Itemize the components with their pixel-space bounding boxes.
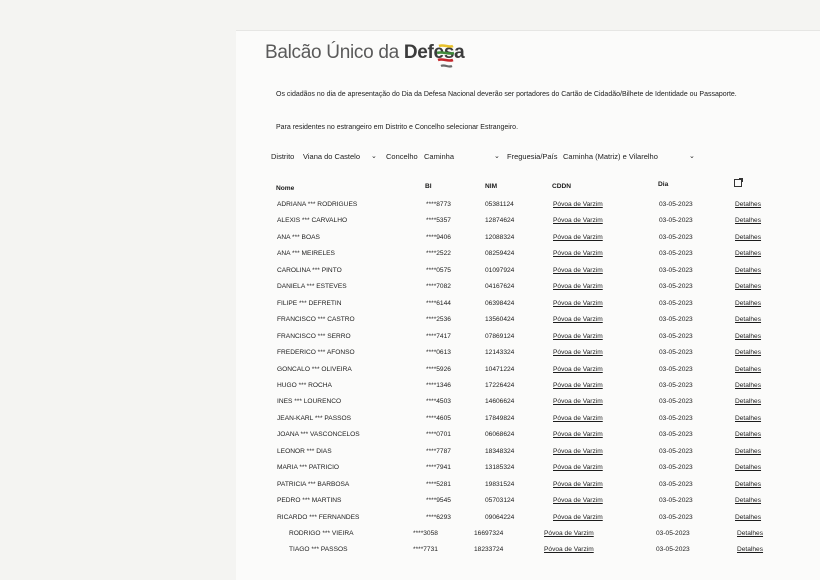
cell-cddn[interactable]: Póvoa de Varzim <box>553 332 603 340</box>
cell-nim: 05703124 <box>485 497 515 505</box>
cell-nim: 08259424 <box>485 250 515 258</box>
cell-bi: ****3058 <box>413 530 438 537</box>
cell-nome: INES *** LOURENCO <box>277 398 342 406</box>
cell-bi: ****6293 <box>426 513 451 521</box>
details-link[interactable]: Detalhes <box>735 250 762 258</box>
notice-documents: Os cidadãos no dia de apresentação do Dia da Defesa Nacional deverão ser portadores do Cartão de Cidadão/Bilhete de Identidade ou Passaporte. <box>276 91 737 98</box>
cell-dia: 03-05-2023 <box>659 299 693 307</box>
cell-dia: 03-05-2023 <box>659 283 693 291</box>
table-row <box>270 398 780 412</box>
details-link[interactable]: Detalhes <box>735 398 762 406</box>
table-row <box>270 514 780 528</box>
cell-nim: 18348324 <box>485 447 515 455</box>
filter-bar <box>271 151 701 165</box>
freguesia-value: Caminha (Matriz) e Vilarelho <box>563 152 658 161</box>
details-link[interactable]: Detalhes <box>735 381 762 389</box>
cell-nim: 12143324 <box>485 349 515 357</box>
cell-bi: ****2536 <box>426 316 451 324</box>
cell-bi: ****4503 <box>426 398 451 406</box>
table-row <box>270 333 780 347</box>
details-link[interactable]: Detalhes <box>735 365 762 373</box>
col-header-bi[interactable]: BI <box>425 183 432 190</box>
cell-nome: TIAGO *** PASSOS <box>289 546 348 554</box>
cell-dia: 03-05-2023 <box>659 398 693 406</box>
col-header-nim[interactable]: NIM <box>485 183 498 190</box>
table-row <box>270 530 780 544</box>
cell-nome: FILIPE *** DEFRETIN <box>277 299 342 307</box>
cell-cddn[interactable]: Póvoa de Varzim <box>553 349 603 357</box>
cell-nome: FRANCISCO *** CASTRO <box>277 316 355 324</box>
concelho-select[interactable] <box>424 152 502 161</box>
cell-nome: FRANCISCO *** SERRO <box>277 332 351 340</box>
cell-bi: ****8773 <box>426 201 451 208</box>
cell-nome: CAROLINA *** PINTO <box>277 266 342 274</box>
table-row <box>270 250 780 264</box>
cell-bi: ****0701 <box>426 431 451 439</box>
cell-nome: JEAN-KARL *** PASSOS <box>277 414 352 422</box>
cell-cddn[interactable]: Póvoa de Varzim <box>553 365 603 373</box>
cell-cddn[interactable]: Póvoa de Varzim <box>553 381 603 389</box>
cell-bi: ****5926 <box>426 365 451 373</box>
table-row <box>270 366 780 380</box>
table-row <box>270 382 780 396</box>
cell-bi: ****7941 <box>426 464 451 472</box>
cell-nome: ALEXIS *** CARVALHO <box>277 217 348 225</box>
brand-bold: Defesa <box>403 42 465 63</box>
cell-bi: ****5357 <box>426 217 451 225</box>
freguesia-select[interactable] <box>563 152 698 161</box>
cell-cddn[interactable]: Póvoa de Varzim <box>553 447 603 455</box>
cell-cddn[interactable]: Póvoa de Varzim <box>553 316 603 324</box>
cell-nim: 09064224 <box>485 513 515 521</box>
details-link[interactable]: Detalhes <box>735 431 762 439</box>
cell-nim: 12088324 <box>485 233 515 241</box>
cell-nim: 06398424 <box>485 299 515 307</box>
cell-nome: ADRIANA *** RODRIGUES <box>277 201 358 208</box>
details-link[interactable]: Detalhes <box>735 283 762 291</box>
table-row <box>270 234 780 248</box>
cell-dia: 03-05-2023 <box>659 201 693 208</box>
cell-bi: ****9406 <box>426 233 451 241</box>
cell-cddn[interactable]: Póvoa de Varzim <box>553 513 603 521</box>
details-link[interactable]: Detalhes <box>735 266 762 274</box>
cell-dia: 03-05-2023 <box>659 316 693 324</box>
table-row <box>270 283 780 297</box>
cell-cddn[interactable]: Póvoa de Varzim <box>553 431 603 439</box>
cell-bi: ****7082 <box>426 283 451 291</box>
cell-nim: 07869124 <box>485 332 515 340</box>
cell-cddn[interactable]: Póvoa de Varzim <box>553 201 603 208</box>
cell-cddn[interactable]: Póvoa de Varzim <box>553 250 603 258</box>
table-row <box>270 415 780 429</box>
cell-nim: 17849824 <box>485 414 515 422</box>
cell-cddn[interactable]: Póvoa de Varzim <box>553 217 603 225</box>
details-link[interactable]: Detalhes <box>735 464 762 472</box>
cell-bi: ****4605 <box>426 414 451 422</box>
cell-bi: ****7731 <box>413 546 438 554</box>
distrito-value: Viana do Castelo <box>303 152 360 161</box>
cell-cddn[interactable]: Póvoa de Varzim <box>553 283 603 291</box>
cell-nim: 18233724 <box>474 546 504 554</box>
cell-nim: 06068624 <box>485 431 515 439</box>
cell-cddn[interactable]: Póvoa de Varzim <box>553 398 603 406</box>
external-link-icon[interactable] <box>734 179 742 187</box>
details-link[interactable]: Detalhes <box>735 513 762 521</box>
cell-bi: ****7787 <box>426 447 451 455</box>
details-link[interactable]: Detalhes <box>735 447 762 455</box>
cell-dia: 03-05-2023 <box>659 266 693 274</box>
cell-dia: 03-05-2023 <box>659 349 693 357</box>
col-header-cddn[interactable]: CDDN <box>552 183 572 190</box>
cell-dia: 03-05-2023 <box>656 546 690 554</box>
cell-nim: 05381124 <box>485 201 514 208</box>
cell-nome: ANA *** BOAS <box>277 233 320 241</box>
cell-cddn[interactable]: Póvoa de Varzim <box>544 546 594 554</box>
details-link[interactable]: Detalhes <box>737 530 764 537</box>
cell-bi: ****9545 <box>426 497 451 505</box>
cell-nome: ANA *** MEIRELES <box>277 250 335 258</box>
cell-nim: 14606624 <box>485 398 515 406</box>
details-link[interactable]: Detalhes <box>735 299 762 307</box>
chevron-down-icon: ⌄ <box>689 153 695 160</box>
brand-light: Balcão Único da <box>265 42 404 63</box>
details-link[interactable]: Detalhes <box>735 201 762 208</box>
details-link[interactable]: Detalhes <box>735 217 762 225</box>
table-row <box>270 300 780 314</box>
cell-dia: 03-05-2023 <box>659 332 693 340</box>
cell-cddn[interactable]: Póvoa de Varzim <box>553 414 603 422</box>
cell-nome: PEDRO *** MARTINS <box>277 497 342 505</box>
cell-dia: 03-05-2023 <box>659 217 693 225</box>
chevron-down-icon: ⌄ <box>494 153 500 160</box>
cell-dia: 03-05-2023 <box>659 250 693 258</box>
col-header-dia[interactable]: Dia <box>658 181 669 188</box>
cell-cddn[interactable]: Póvoa de Varzim <box>553 266 603 274</box>
details-link[interactable]: Detalhes <box>735 497 762 505</box>
table-row <box>270 546 780 560</box>
cell-cddn[interactable]: Póvoa de Varzim <box>544 530 594 537</box>
cell-nim: 13560424 <box>485 316 515 324</box>
details-link[interactable]: Detalhes <box>735 233 762 241</box>
cell-nim: 01097924 <box>485 266 515 274</box>
concelho-label: Concelho <box>386 152 418 161</box>
col-header-nome[interactable]: Nome <box>276 185 295 192</box>
notice-abroad: Para residentes no estrangeiro em Distrito e Concelho selecionar Estrangeiro. <box>276 124 519 131</box>
table-row <box>270 481 780 495</box>
details-link[interactable]: Detalhes <box>735 316 762 324</box>
cell-nim: 12874624 <box>485 217 515 225</box>
cell-nim: 10471224 <box>485 365 515 373</box>
cell-bi: ****5281 <box>426 480 451 488</box>
details-link[interactable]: Detalhes <box>735 349 762 357</box>
cell-nome: HUGO *** ROCHA <box>277 381 332 389</box>
details-link[interactable]: Detalhes <box>737 546 764 554</box>
cell-nim: 04167624 <box>485 283 515 291</box>
cell-nome: MARIA *** PATRICIO <box>277 464 340 472</box>
cell-nome: DANIELA *** ESTEVES <box>277 283 347 291</box>
cell-cddn[interactable]: Póvoa de Varzim <box>553 497 603 505</box>
freguesia-label: Freguesia/País <box>507 152 558 161</box>
cell-nome: PATRICIA *** BARBOSA <box>277 480 350 488</box>
distrito-select[interactable] <box>303 152 379 161</box>
cell-nome: RICARDO *** FERNANDES <box>277 513 360 521</box>
cell-nim: 13185324 <box>485 464 515 472</box>
table-row <box>270 448 780 462</box>
table-row <box>270 217 780 231</box>
cell-nome: LEONOR *** DIAS <box>277 447 332 455</box>
cell-nim: 19831524 <box>485 480 515 488</box>
cell-dia: 03-05-2023 <box>659 480 693 488</box>
cell-bi: ****7417 <box>426 332 451 340</box>
cell-nim: 16697324 <box>474 530 504 537</box>
cell-nome: FREDERICO *** AFONSO <box>277 349 355 357</box>
table-row <box>270 201 780 215</box>
cell-cddn[interactable]: Póvoa de Varzim <box>553 233 603 241</box>
cell-dia: 03-05-2023 <box>659 414 693 422</box>
table-row <box>270 497 780 511</box>
cell-nim: 17226424 <box>485 381 515 389</box>
cell-dia: 03-05-2023 <box>659 431 693 439</box>
cell-cddn[interactable]: Póvoa de Varzim <box>553 299 603 307</box>
flag-stripes-icon <box>435 42 455 70</box>
cell-dia: 03-05-2023 <box>656 530 690 537</box>
cell-dia: 03-05-2023 <box>659 497 693 505</box>
table-row <box>270 431 780 445</box>
details-link[interactable]: Detalhes <box>735 480 762 488</box>
page-edge <box>236 30 820 31</box>
cell-dia: 03-05-2023 <box>659 233 693 241</box>
cell-nome: JOANA *** VASCONCELOS <box>277 431 360 439</box>
concelho-value: Caminha <box>424 152 455 161</box>
cell-dia: 03-05-2023 <box>659 365 693 373</box>
details-link[interactable]: Detalhes <box>735 414 762 422</box>
table-row <box>270 267 780 281</box>
table-row <box>270 349 780 363</box>
cell-dia: 03-05-2023 <box>659 381 693 389</box>
cell-nome: RODRIGO *** VIEIRA <box>289 530 354 537</box>
cell-cddn[interactable]: Póvoa de Varzim <box>553 464 603 472</box>
table-row <box>270 316 780 330</box>
cell-nome: GONCALO *** OLIVEIRA <box>277 365 352 373</box>
cell-dia: 03-05-2023 <box>659 447 693 455</box>
cell-bi: ****2522 <box>426 250 451 258</box>
details-link[interactable]: Detalhes <box>735 332 762 340</box>
cell-cddn[interactable]: Póvoa de Varzim <box>553 480 603 488</box>
cell-bi: ****1346 <box>426 381 451 389</box>
cell-bi: ****0613 <box>426 349 451 357</box>
chevron-down-icon: ⌄ <box>371 153 377 160</box>
cell-bi: ****0575 <box>426 266 451 274</box>
cell-dia: 03-05-2023 <box>659 464 693 472</box>
table-row <box>270 464 780 478</box>
cell-dia: 03-05-2023 <box>659 513 693 521</box>
distrito-label: Distrito <box>271 152 295 161</box>
cell-bi: ****6144 <box>426 299 451 307</box>
